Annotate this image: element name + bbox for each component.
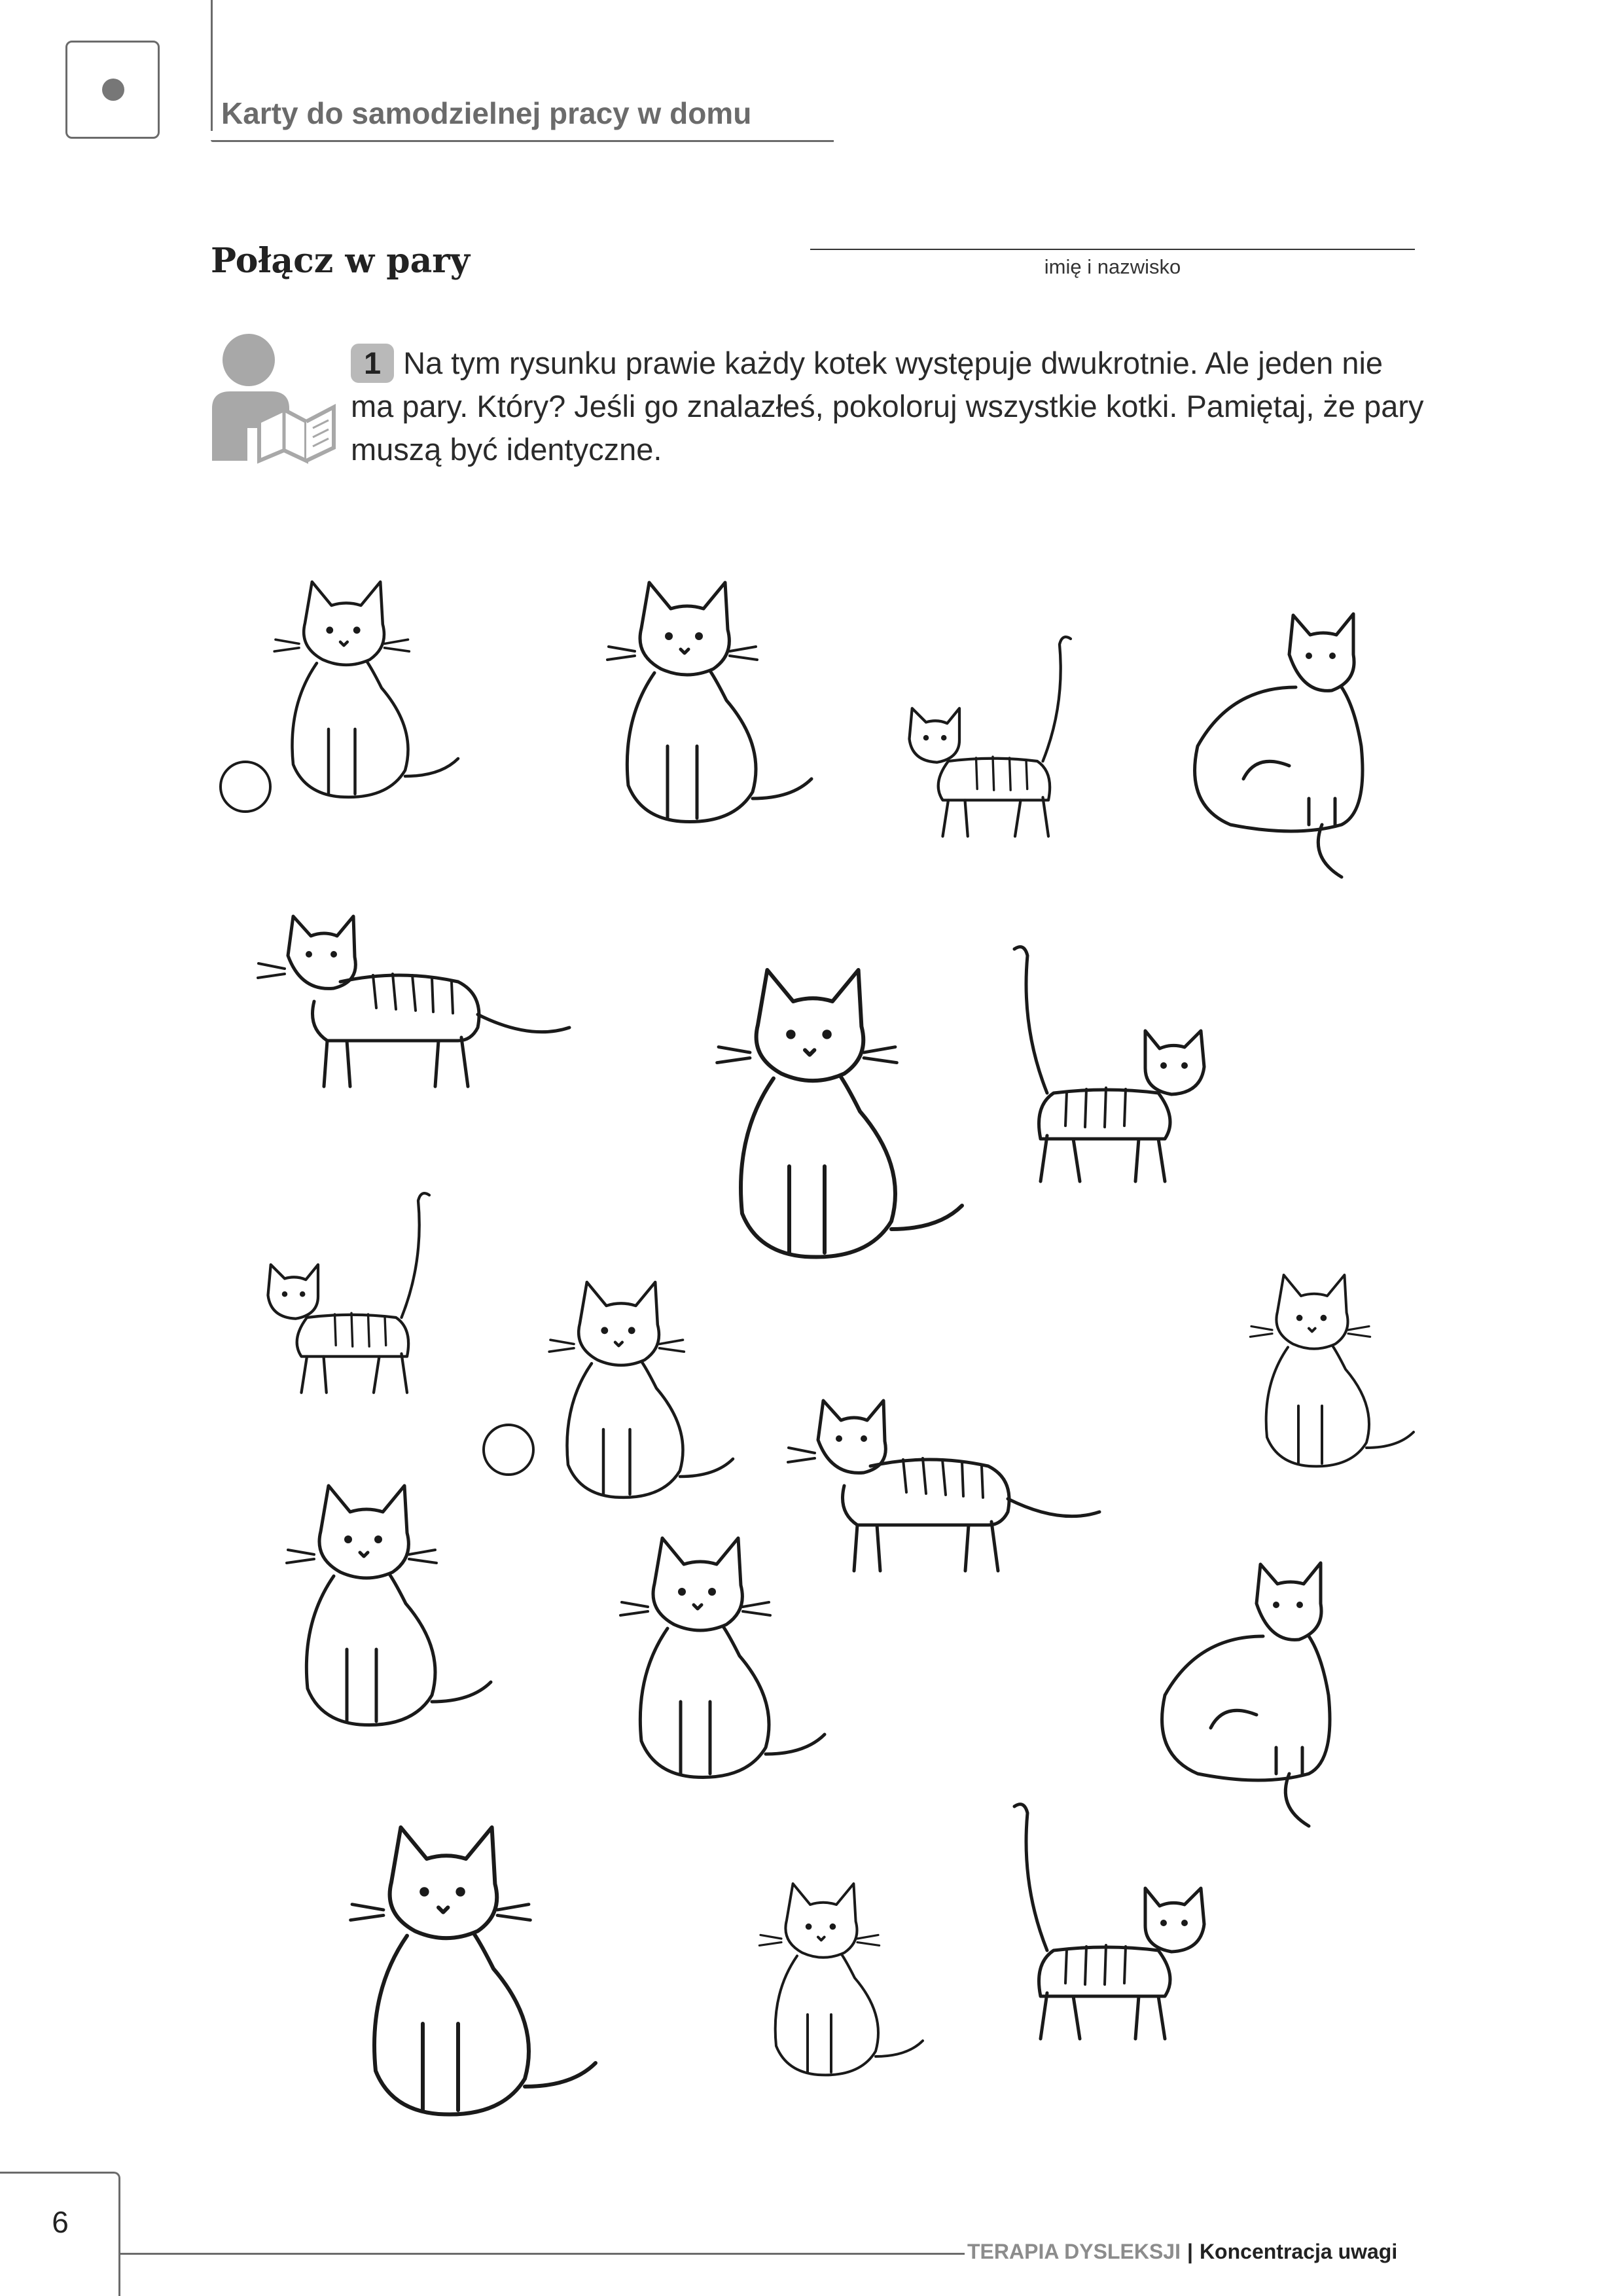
footer-subtitle: Koncentracja uwagi (1199, 2240, 1398, 2263)
cat-15 (351, 1827, 596, 2115)
exercise-text: Na tym rysunku prawie każdy kotek występuje dwukrotnie. Ale jeden nie ma pary. Który? Jeśli go znalazłeś, pokoloruj wszystkie kotki. Pamiętaj, że pary muszą być identyczne. (351, 346, 1424, 467)
cat-10 (1250, 1275, 1414, 1466)
cat-8 (268, 1193, 430, 1393)
page-number: 6 (52, 2205, 69, 2239)
footer-label (967, 2240, 1397, 2264)
cat-16 (759, 1884, 923, 2075)
cat-9 (549, 1282, 733, 1498)
footer-separator: | (1186, 2240, 1193, 2263)
cat-4 (1195, 614, 1363, 877)
cat-13 (620, 1538, 825, 1777)
cat-7 (1014, 947, 1204, 1181)
cat-17 (1014, 1804, 1204, 2039)
exercise-number-badge: 1 (351, 344, 394, 383)
footer-divider (120, 2253, 965, 2255)
cat-2 (607, 583, 812, 821)
footer-brand: TERAPIA DYSLEKSJI (967, 2240, 1181, 2263)
name-caption: imię i nazwisko (1044, 255, 1181, 278)
cat-12 (788, 1401, 1099, 1571)
cat-14 (1162, 1563, 1330, 1826)
cat-3 (910, 637, 1071, 836)
header-title: Karty do samodzielnej pracy w domu (221, 96, 752, 130)
worksheet-title: Połącz w pary (211, 241, 470, 281)
cat-5 (258, 916, 569, 1086)
ball-2 (484, 1425, 533, 1475)
cat-11 (287, 1486, 491, 1725)
cat-1 (274, 582, 458, 797)
ball-1 (221, 762, 270, 812)
cat-6 (717, 970, 962, 1257)
